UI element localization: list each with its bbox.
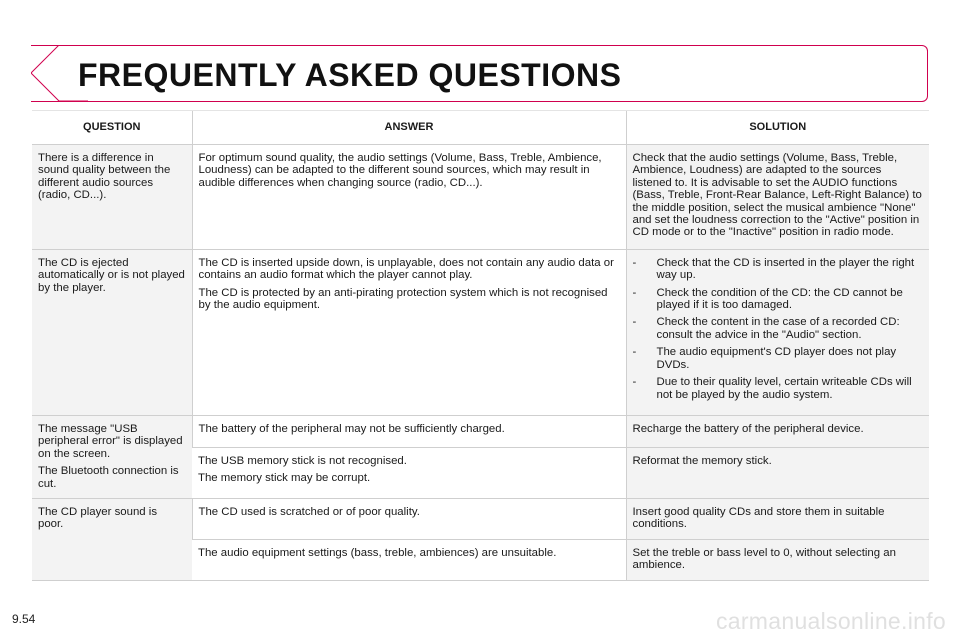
table-row — [32, 415, 929, 447]
solution-list-item: - Due to their quality level, certain writeable CDs will not be played by the audio system. — [632, 376, 912, 401]
question-text: The CD player sound is poor. — [38, 505, 158, 531]
answer-text: The audio equipment settings (bass, treble, ambiences) are unsuitable. — [198, 546, 557, 559]
solution-text: Insert good quality CDs and store them in suitable conditions. — [632, 505, 885, 531]
column-header-solution: SOLUTION — [626, 111, 929, 145]
table-header-row — [32, 111, 929, 145]
answer-cell — [192, 498, 626, 539]
solution-cell — [626, 249, 929, 415]
question-cell — [32, 415, 192, 498]
answer-text: The memory stick may be corrupt. — [198, 472, 371, 485]
solution-text: Check that the audio settings (Volume, Bass, Treble, Ambience, Loudness) are adapted to the sources listened to. It is advisable to set the AUDIO functions (Bass, Treble, Front-Rear Balance, Left-Right Balance) to the middle position, select the musical ambience "None" and set the loudness correction to the "Active" position in CD mode or to the "Inactive" position in radio mode. — [632, 152, 922, 239]
table-row — [32, 498, 929, 539]
page-title: FREQUENTLY ASKED QUESTIONS — [78, 57, 622, 93]
page-number: 9.54 — [12, 612, 36, 626]
solution-text: Set the treble or bass level to 0, without selecting an ambience. — [632, 546, 896, 572]
answer-cell — [192, 249, 626, 415]
solution-text: Reformat the memory stick. — [632, 454, 772, 467]
solution-cell — [626, 447, 929, 498]
answer-cell — [192, 539, 626, 580]
answer-text: The battery of the peripheral may not be sufficiently charged. — [198, 422, 505, 435]
solution-cell — [626, 145, 929, 250]
answer-text: For optimum sound quality, the audio settings (Volume, Bass, Treble, Ambience, Loudness) can be adapted to the different sound sources, which may result in audible differences when changing source (radio, CD...). — [198, 152, 602, 189]
solution-list-item: - Check the content in the case of a recorded CD: consult the advice in the "Audio" section. — [632, 316, 900, 341]
answer-cell — [192, 145, 626, 250]
question-text: There is a difference in sound quality between the different audio sources (radio, CD...). — [38, 152, 171, 202]
solution-cell — [626, 539, 929, 580]
table-row — [32, 249, 929, 415]
solution-text: Recharge the battery of the peripheral device. — [632, 422, 864, 435]
solution-list-item: - The audio equipment's CD player does not play DVDs. — [632, 346, 897, 371]
question-text: The Bluetooth connection is cut. — [38, 465, 179, 490]
solution-list-item: - Check the condition of the CD: the CD cannot be played if it is too damaged. — [632, 286, 903, 312]
watermark: carmanualsonline.info — [715, 608, 946, 634]
solution-cell — [626, 498, 929, 539]
column-header-answer: ANSWER — [192, 111, 626, 145]
faq-table — [32, 110, 929, 581]
solution-list-item: - Check that the CD is inserted in the player the right way up. — [632, 256, 915, 282]
answer-cell — [192, 415, 626, 447]
question-text: The message "USB peripheral error" is displayed on the screen. — [38, 422, 183, 460]
column-header-question: QUESTION — [32, 111, 192, 145]
solution-list — [633, 257, 924, 401]
answer-cell — [192, 447, 626, 498]
question-cell — [32, 498, 192, 580]
question-cell — [32, 145, 192, 250]
question-cell — [32, 249, 192, 415]
answer-text: The USB memory stick is not recognised. — [198, 454, 407, 467]
question-text: The CD is ejected automatically or is not played by the player. — [38, 256, 185, 294]
answer-text: The CD is protected by an anti-pirating protection system which is not recognised by the audio equipment. — [198, 286, 608, 312]
solution-cell — [626, 415, 929, 447]
answer-text: The CD used is scratched or of poor quality. — [198, 505, 420, 518]
table-row — [32, 145, 929, 250]
answer-text: The CD is inserted upside down, is unplayable, does not contain any audio data or contains an audio format which the player cannot play. — [198, 256, 614, 282]
